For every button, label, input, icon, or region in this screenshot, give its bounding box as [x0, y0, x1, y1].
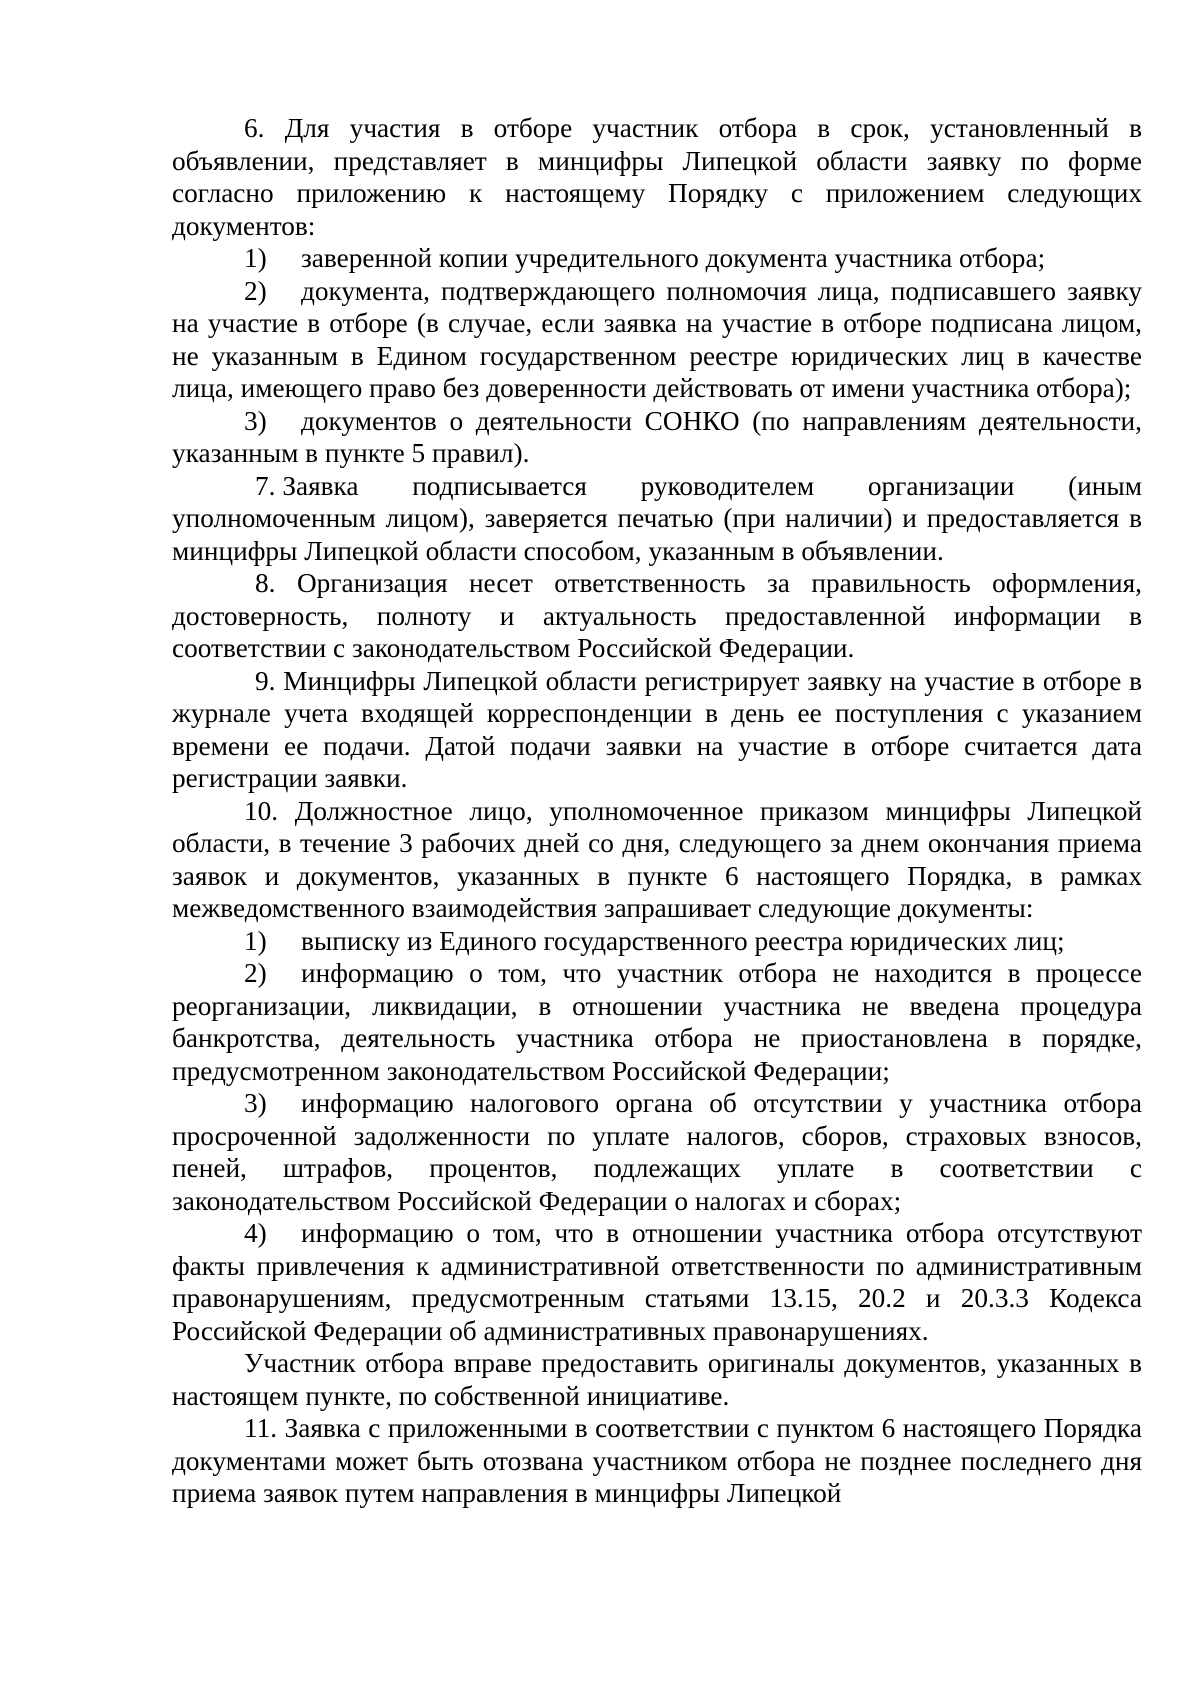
list-item-6-2	[172, 275, 1142, 405]
list-item-10-4	[172, 1217, 1142, 1347]
list-item-number: 3)	[244, 405, 267, 436]
list-item-text: информацию о том, что в отношении участника отбора отсутствуют факты привлечения к административной ответственности по административным правонарушениям, предусмотренным статьями 13.15, 20.2 и 20.3.3 Кодекса Российской Федерации об административных правонарушениях.	[172, 1218, 1142, 1346]
paragraph-11	[172, 1412, 1142, 1510]
paragraph-10-note: Участник отбора вправе предоставить оригиналы документов, указанных в настоящем пункте, по собственной инициативе.	[172, 1348, 1142, 1411]
list-item-text: выписку из Единого государственного реестра юридических лиц;	[301, 925, 1065, 956]
paragraph-word: организации	[867, 470, 1015, 501]
paragraph-number: 10.	[244, 795, 279, 826]
paragraph-word: руководителем	[640, 470, 815, 501]
paragraph-7-first-line	[172, 470, 1142, 503]
paragraph-number-and-word	[255, 470, 359, 503]
list-item-text: информацию налогового органа об отсутствии у участника отбора просроченной задолженности по уплате налогов, сборов, страховых взносов, пеней, штрафов, процентов, подлежащих уплате в соответствии с законодательством Российской Федерации о налогах и сборах;	[172, 1088, 1142, 1216]
list-item-number: 1)	[244, 925, 267, 956]
paragraph-word: Заявка	[282, 470, 359, 501]
list-item-text: документов о деятельности СОНКО (по направлениям деятельности, указанным в пункте 5 правил).	[172, 405, 1142, 468]
paragraph-text: Должностное лицо, уполномоченное приказом минцифры Липецкой области, в течение 3 рабочих дней со дня, следующего за днем окончания приема заявок и документов, указанных в пункте 6 настоящего Порядка, в рамках межведомственного взаимодействия запрашивает следующие документы:	[172, 795, 1143, 923]
paragraph-word: подписывается	[412, 470, 587, 501]
paragraph-number: 6.	[244, 113, 265, 143]
paragraph-7	[172, 470, 1142, 568]
paragraph-9	[172, 665, 1142, 795]
paragraph-text: Организация несет ответственность за правильность оформления, достоверность, полноту и актуальность предоставленной информации в соответствии с законодательством Российской Федерации.	[172, 568, 1142, 663]
list-item-6-1	[172, 242, 1142, 275]
paragraph-text: уполномоченным лицом), заверяется печатью (при наличии) и предоставляется в минцифры Липецкой области способом, указанным в объявлении.	[172, 503, 1142, 566]
paragraph-text: Минцифры Липецкой области регистрирует заявку на участие в отборе в журнале учета входящей корреспонденции в день ее поступления с указанием времени ее подачи. Датой подачи заявки на участие в отборе считается дата регистрации заявки.	[172, 665, 1142, 793]
list-item-number: 2)	[244, 275, 267, 306]
paragraph-6	[172, 112, 1142, 242]
paragraph-number: 7.	[255, 470, 276, 501]
paragraph-text: Для участия в отборе участник отбора в срок, установленный в объявлении, представляет в минцифры Липецкой области заявку по форме согласно приложению к настоящему Порядку с приложением следующих документов:	[172, 113, 1142, 241]
paragraph-10	[172, 795, 1142, 925]
list-item-number: 3)	[244, 1088, 267, 1118]
list-item-text: заверенной копии учредительного документа участника отбора;	[301, 243, 1046, 273]
paragraph-word: (иным	[1068, 470, 1142, 501]
paragraph-8	[172, 567, 1142, 665]
paragraph-text: Заявка с приложенными в соответствии с пунктом 6 настоящего Порядка документами может быть отозвана участником отбора не позднее последнего дня приема заявок путем направления в минцифры Липецкой	[172, 1413, 1142, 1508]
list-item-10-3	[172, 1087, 1142, 1217]
document-page	[172, 112, 1142, 1510]
list-item-text: документа, подтверждающего полномочия лица, подписавшего заявку на участие в отборе (в случае, если заявка на участие в отборе подписана лицом, не указанным в Едином государственном реестре юридических лиц в качестве лица, имеющего право без доверенности действовать от имени участника отбора);	[172, 275, 1142, 403]
list-item-number: 2)	[244, 958, 267, 988]
paragraph-number: 8.	[255, 568, 276, 598]
list-item-10-1	[172, 925, 1142, 958]
list-item-6-3	[172, 405, 1142, 470]
list-item-number: 4)	[244, 1218, 267, 1248]
list-item-number: 1)	[244, 243, 267, 273]
list-item-text: информацию о том, что участник отбора не находится в процессе реорганизации, ликвидации, в отношении участника не введена процедура банкротства, деятельность участника отбора не приостановлена в порядке, предусмотренном законодательством Российской Федерации;	[172, 958, 1142, 1086]
list-item-10-2	[172, 957, 1142, 1087]
paragraph-number: 9.	[255, 665, 276, 696]
paragraph-number: 11.	[244, 1413, 278, 1443]
